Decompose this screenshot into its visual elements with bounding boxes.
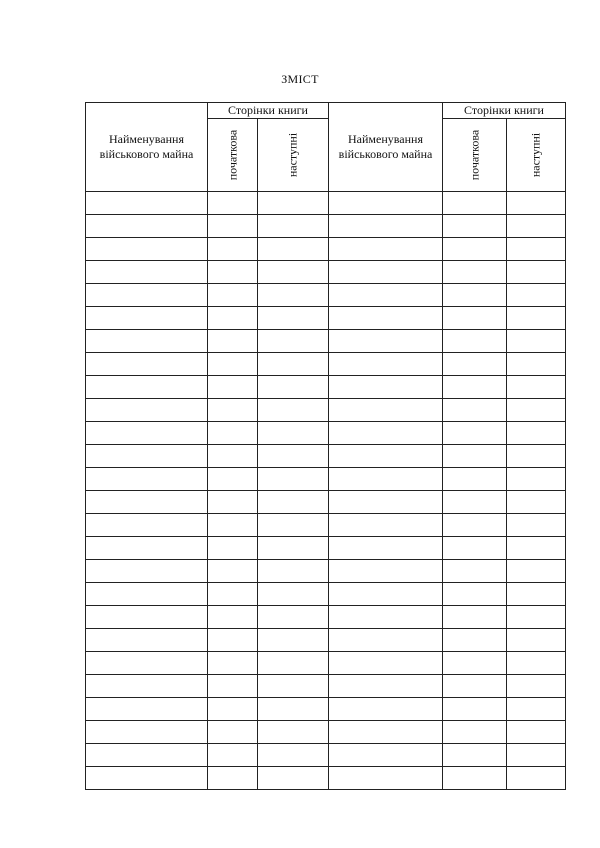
table-row bbox=[86, 238, 566, 261]
table-row bbox=[86, 537, 566, 560]
table-row bbox=[86, 721, 566, 744]
next-pages-cell-right bbox=[507, 514, 566, 537]
start-page-cell-left bbox=[208, 767, 258, 790]
next-pages-cell-right bbox=[507, 284, 566, 307]
table-row bbox=[86, 376, 566, 399]
next-pages-cell-left bbox=[258, 422, 329, 445]
name-cell-right bbox=[329, 399, 443, 422]
table-row bbox=[86, 261, 566, 284]
pages-group-header-right: Сторінки книги bbox=[443, 103, 566, 119]
name-cell-right bbox=[329, 491, 443, 514]
next-pages-cell-left bbox=[258, 353, 329, 376]
start-page-cell-left bbox=[208, 583, 258, 606]
start-page-cell-left bbox=[208, 284, 258, 307]
table-row bbox=[86, 399, 566, 422]
name-cell-right bbox=[329, 560, 443, 583]
start-page-cell-right bbox=[443, 376, 507, 399]
start-page-cell-right bbox=[443, 537, 507, 560]
next-pages-cell-left bbox=[258, 537, 329, 560]
name-cell-right bbox=[329, 744, 443, 767]
start-page-cell-right bbox=[443, 215, 507, 238]
next-pages-cell-left bbox=[258, 445, 329, 468]
name-cell-left bbox=[86, 422, 208, 445]
next-pages-cell-right bbox=[507, 238, 566, 261]
name-cell-right bbox=[329, 261, 443, 284]
next-pages-header-right bbox=[507, 119, 566, 192]
next-pages-header-left bbox=[258, 119, 329, 192]
next-pages-cell-left bbox=[258, 721, 329, 744]
start-page-cell-left bbox=[208, 422, 258, 445]
name-cell-left bbox=[86, 606, 208, 629]
name-cell-left bbox=[86, 376, 208, 399]
table-row bbox=[86, 445, 566, 468]
name-cell-left bbox=[86, 698, 208, 721]
next-pages-cell-left bbox=[258, 560, 329, 583]
next-pages-cell-left bbox=[258, 215, 329, 238]
start-page-cell-left bbox=[208, 330, 258, 353]
name-cell-left bbox=[86, 767, 208, 790]
name-cell-right bbox=[329, 307, 443, 330]
start-page-cell-right bbox=[443, 675, 507, 698]
next-pages-cell-left bbox=[258, 284, 329, 307]
name-cell-left bbox=[86, 330, 208, 353]
start-page-cell-left bbox=[208, 652, 258, 675]
start-page-cell-right bbox=[443, 698, 507, 721]
start-page-label-left: початкова bbox=[225, 129, 239, 181]
next-pages-cell-left bbox=[258, 698, 329, 721]
start-page-cell-left bbox=[208, 445, 258, 468]
start-page-cell-right bbox=[443, 261, 507, 284]
next-pages-cell-left bbox=[258, 491, 329, 514]
start-page-cell-right bbox=[443, 606, 507, 629]
next-pages-cell-right bbox=[507, 606, 566, 629]
start-page-cell-right bbox=[443, 399, 507, 422]
start-page-cell-right bbox=[443, 721, 507, 744]
next-pages-cell-left bbox=[258, 606, 329, 629]
name-cell-right bbox=[329, 284, 443, 307]
page-title: ЗМІСТ bbox=[281, 72, 319, 86]
start-page-cell-left bbox=[208, 491, 258, 514]
table-row bbox=[86, 767, 566, 790]
name-cell-right bbox=[329, 537, 443, 560]
next-pages-cell-right bbox=[507, 537, 566, 560]
next-pages-cell-left bbox=[258, 192, 329, 215]
pages-group-header-left: Сторінки книги bbox=[208, 103, 329, 119]
start-page-cell-left bbox=[208, 675, 258, 698]
table-row bbox=[86, 698, 566, 721]
name-cell-left bbox=[86, 215, 208, 238]
name-cell-left bbox=[86, 675, 208, 698]
start-page-cell-right bbox=[443, 330, 507, 353]
next-pages-cell-left bbox=[258, 629, 329, 652]
start-page-cell-left bbox=[208, 468, 258, 491]
table-row bbox=[86, 629, 566, 652]
table-row bbox=[86, 330, 566, 353]
name-cell-left bbox=[86, 560, 208, 583]
next-pages-cell-left bbox=[258, 399, 329, 422]
next-pages-cell-left bbox=[258, 307, 329, 330]
next-pages-cell-left bbox=[258, 744, 329, 767]
next-pages-cell-left bbox=[258, 514, 329, 537]
next-pages-cell-right bbox=[507, 675, 566, 698]
next-pages-cell-right bbox=[507, 583, 566, 606]
name-cell-right bbox=[329, 376, 443, 399]
name-cell-left bbox=[86, 629, 208, 652]
next-pages-cell-right bbox=[507, 491, 566, 514]
next-pages-cell-right bbox=[507, 330, 566, 353]
start-page-header-left bbox=[208, 119, 258, 192]
table-row bbox=[86, 353, 566, 376]
start-page-cell-left bbox=[208, 629, 258, 652]
name-cell-left bbox=[86, 238, 208, 261]
name-cell-right bbox=[329, 468, 443, 491]
name-cell-right bbox=[329, 215, 443, 238]
start-page-cell-left bbox=[208, 238, 258, 261]
start-page-cell-right bbox=[443, 514, 507, 537]
name-cell-left bbox=[86, 307, 208, 330]
name-cell-right bbox=[329, 238, 443, 261]
start-page-cell-right bbox=[443, 307, 507, 330]
next-pages-cell-right bbox=[507, 353, 566, 376]
name-cell-left bbox=[86, 445, 208, 468]
start-page-cell-right bbox=[443, 238, 507, 261]
name-cell-right bbox=[329, 675, 443, 698]
name-cell-right bbox=[329, 698, 443, 721]
start-page-cell-left bbox=[208, 514, 258, 537]
table-row bbox=[86, 491, 566, 514]
next-pages-cell-left bbox=[258, 376, 329, 399]
start-page-cell-left bbox=[208, 744, 258, 767]
name-cell-left bbox=[86, 353, 208, 376]
name-cell-left bbox=[86, 721, 208, 744]
start-page-cell-right bbox=[443, 192, 507, 215]
name-cell-right bbox=[329, 767, 443, 790]
next-pages-cell-right bbox=[507, 767, 566, 790]
start-page-cell-left bbox=[208, 307, 258, 330]
name-cell-right bbox=[329, 192, 443, 215]
name-cell-left bbox=[86, 284, 208, 307]
name-cell-right bbox=[329, 652, 443, 675]
name-cell-left bbox=[86, 192, 208, 215]
table-row bbox=[86, 468, 566, 491]
start-page-label-right: початкова bbox=[467, 129, 481, 181]
table-row bbox=[86, 215, 566, 238]
name-cell-left bbox=[86, 537, 208, 560]
contents-table bbox=[85, 102, 566, 790]
table-row bbox=[86, 560, 566, 583]
name-cell-left bbox=[86, 468, 208, 491]
start-page-cell-left bbox=[208, 606, 258, 629]
start-page-cell-right bbox=[443, 583, 507, 606]
next-pages-cell-left bbox=[258, 767, 329, 790]
name-cell-left bbox=[86, 399, 208, 422]
start-page-cell-left bbox=[208, 215, 258, 238]
next-pages-cell-right bbox=[507, 721, 566, 744]
next-pages-cell-left bbox=[258, 583, 329, 606]
next-pages-cell-right bbox=[507, 445, 566, 468]
next-pages-cell-left bbox=[258, 652, 329, 675]
start-page-cell-right bbox=[443, 422, 507, 445]
next-pages-cell-right bbox=[507, 652, 566, 675]
table-row bbox=[86, 422, 566, 445]
name-cell-left bbox=[86, 583, 208, 606]
next-pages-cell-right bbox=[507, 399, 566, 422]
name-cell-left bbox=[86, 491, 208, 514]
name-cell-right bbox=[329, 353, 443, 376]
start-page-cell-left bbox=[208, 353, 258, 376]
start-page-cell-left bbox=[208, 376, 258, 399]
start-page-cell-right bbox=[443, 353, 507, 376]
start-page-cell-left bbox=[208, 192, 258, 215]
name-cell-left bbox=[86, 261, 208, 284]
start-page-cell-right bbox=[443, 468, 507, 491]
next-pages-cell-left bbox=[258, 238, 329, 261]
next-pages-cell-right bbox=[507, 560, 566, 583]
name-cell-right bbox=[329, 330, 443, 353]
table-row bbox=[86, 284, 566, 307]
name-cell-left bbox=[86, 514, 208, 537]
next-pages-cell-left bbox=[258, 468, 329, 491]
table-row bbox=[86, 744, 566, 767]
start-page-cell-right bbox=[443, 629, 507, 652]
start-page-cell-left bbox=[208, 261, 258, 284]
table-row bbox=[86, 192, 566, 215]
name-column-header-right: Найменування військового майна bbox=[329, 103, 443, 192]
table-row bbox=[86, 583, 566, 606]
start-page-cell-left bbox=[208, 721, 258, 744]
next-pages-cell-right bbox=[507, 307, 566, 330]
start-page-cell-right bbox=[443, 284, 507, 307]
table-row bbox=[86, 652, 566, 675]
table-row bbox=[86, 675, 566, 698]
next-pages-cell-right bbox=[507, 468, 566, 491]
start-page-cell-left bbox=[208, 560, 258, 583]
table-row bbox=[86, 307, 566, 330]
name-cell-right bbox=[329, 445, 443, 468]
table-body bbox=[86, 192, 566, 790]
name-cell-right bbox=[329, 629, 443, 652]
start-page-cell-right bbox=[443, 491, 507, 514]
next-pages-cell-right bbox=[507, 422, 566, 445]
start-page-cell-left bbox=[208, 537, 258, 560]
start-page-cell-left bbox=[208, 698, 258, 721]
name-cell-right bbox=[329, 583, 443, 606]
next-pages-cell-right bbox=[507, 698, 566, 721]
next-pages-cell-left bbox=[258, 675, 329, 698]
next-pages-cell-right bbox=[507, 376, 566, 399]
name-cell-right bbox=[329, 514, 443, 537]
next-pages-cell-left bbox=[258, 330, 329, 353]
table-row bbox=[86, 606, 566, 629]
next-pages-label-right: наступні bbox=[528, 132, 543, 178]
start-page-cell-right bbox=[443, 445, 507, 468]
next-pages-cell-right bbox=[507, 192, 566, 215]
name-cell-right bbox=[329, 422, 443, 445]
next-pages-cell-right bbox=[507, 744, 566, 767]
start-page-cell-right bbox=[443, 560, 507, 583]
name-cell-left bbox=[86, 744, 208, 767]
start-page-cell-right bbox=[443, 767, 507, 790]
name-column-header-left: Найменування військового майна bbox=[86, 103, 208, 192]
name-cell-right bbox=[329, 606, 443, 629]
start-page-cell-right bbox=[443, 652, 507, 675]
next-pages-cell-left bbox=[258, 261, 329, 284]
start-page-header-right bbox=[443, 119, 507, 192]
start-page-cell-right bbox=[443, 744, 507, 767]
name-cell-left bbox=[86, 652, 208, 675]
next-pages-cell-right bbox=[507, 261, 566, 284]
next-pages-cell-right bbox=[507, 215, 566, 238]
name-cell-right bbox=[329, 721, 443, 744]
next-pages-cell-right bbox=[507, 629, 566, 652]
table-row bbox=[86, 514, 566, 537]
next-pages-label-left: наступні bbox=[285, 132, 300, 178]
start-page-cell-left bbox=[208, 399, 258, 422]
